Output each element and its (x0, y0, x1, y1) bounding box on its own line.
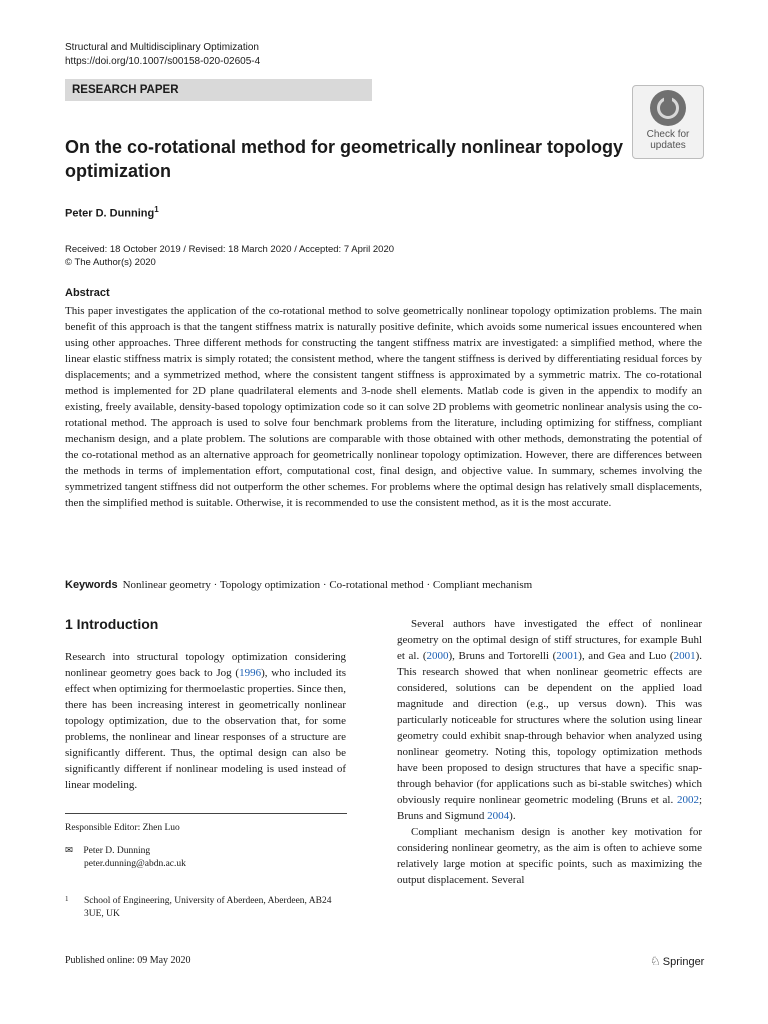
corr-author-email[interactable]: peter.dunning@abdn.ac.uk (84, 859, 186, 869)
paragraph: Several authors have investigated the effect of nonlinear geometry on the optimal design of stiff structures, for example Buhl et al. (2000), Bruns and Tortorelli (2001), and Gea and Luo (2001). This research showed that when nonlinear geometric effects are considered, solutions can be dependent on the applied load magnitude and direction (e.g., up versus down). This was particularly noticeable for structures where the solution using linear geometry could exhibit snap-through behavior when analyzed using nonlinear geometry. Noting this, topology optimization methods have been proposed to design structures that have a specific snap-through behavior (for applications such as bi-stable switches) which obviously require nonlinear geometric modeling (Bruns et al. 2002; Bruns and Sigmund 2004). (397, 618, 702, 822)
crossmark-icon (650, 90, 686, 126)
paragraph: Research into structural topology optimization considering nonlinear geometry goes back to Jog (1996), who included its effect when optimizing for thermoelastic properties. Since then, there has been increasing interest in geometrically nonlinear topology optimization, due to the observation that, for some problems, the nonlinear and linear responses of a structure are significantly different. Thus, the optimal design can also be significantly different if nonlinear modeling is used instead of linear modeling. (65, 651, 346, 791)
corresponding-author (65, 845, 186, 871)
author-affil-sup: 1 (154, 205, 159, 214)
paper-title: On the co-rotational method for geometrically nonlinear topology optimization (65, 137, 624, 181)
keywords-list: Nonlinear geometry · Topology optimization · Co-rotational method · Compliant mechanism (122, 579, 533, 591)
journal-name: Structural and Multidisciplinary Optimization (65, 42, 259, 53)
article-dates (65, 243, 394, 269)
body-column-right (397, 616, 702, 888)
copyright: © The Author(s) 2020 (65, 257, 156, 268)
abstract-text: This paper investigates the application of the co-rotational method to solve geometrically nonlinear topology optimization problems. The main benefit of this approach is that the tangent stiffness matrix is naturally positive definite, which avoids some numerical issues encountered when using other approaches. Three different methods for constructing the tangent stiffness matrix are investigated: a simplified method, where the linear elastic stiffness matrix is simply rotated; the consistent method, where the tangent stiffness is derived by differentiating residual forces by displacements; and a symmetrized method, where the consistent tangent stiffness is approximated by a symmetric matrix. The co-rotational method is implemented for 2D plane quadrilateral elements and 3-node shell elements. Matlab code is given in the appendix to modify an existing, freely available, density-based topology optimization code so it can solve 2D problems with geometric nonlinear analysis using the co-rotational method. The approach is used to solve four benchmark problems from the literature, including optimizing for stiffness, compliant mechanism design, and a plate problem. The solutions are comparable with those obtained with other methods, demonstrating the potential of the co-rotational method as an alternative approach for geometrically nonlinear topology optimization. However, there are differences between the methods in terms of implementation effort, computational cost, final design, and objective value. In summary, schemes involving the symmetrized tangent stiffness did not outperform the other schemes. For problems where the optimal design has relatively small displacements, then the simplified method is suitable. Otherwise, it is recommended to use the consistent method, as it is the most accurate. (65, 305, 702, 509)
keywords (65, 577, 705, 593)
journal-info (65, 41, 260, 69)
affiliation (65, 895, 350, 921)
author-line[interactable] (65, 205, 159, 220)
article-type-banner: RESEARCH PAPER (65, 79, 372, 101)
springer-horse-icon: ♘ (650, 954, 661, 968)
affiliation-text: School of Engineering, University of Aberdeen, Aberdeen, AB24 3UE, UK (84, 896, 332, 919)
envelope-icon: ✉ (65, 846, 73, 856)
citation-link[interactable]: 2000 (426, 650, 449, 662)
author-name: Peter D. Dunning (65, 207, 155, 220)
check-for-updates-button[interactable] (632, 85, 704, 159)
citation-link[interactable]: 2002 (676, 794, 699, 806)
published-date: Published online: 09 May 2020 (65, 955, 191, 966)
citation-link[interactable]: 1996 (239, 667, 262, 679)
doi-link[interactable]: https://doi.org/10.1007/s00158-020-02605-4 (65, 56, 261, 67)
citation-link[interactable]: 2001 (556, 650, 579, 662)
citation-link[interactable]: 2001 (673, 650, 696, 662)
check-updates-line1: Check for (646, 129, 690, 140)
paragraph: Compliant mechanism design is another key motivation for considering nonlinear geometry, as the aim is often to achieve some relatively large motion at specific points, such as maximizing the output displacement. Several (397, 826, 702, 886)
check-updates-line2: updates (650, 140, 686, 151)
abstract-heading: Abstract (65, 287, 110, 299)
body-column-left (65, 649, 346, 793)
corr-author-name: Peter D. Dunning (83, 846, 151, 856)
affiliation-number: 1 (65, 895, 69, 903)
publisher-logo (650, 954, 704, 968)
section-heading-introduction: 1 Introduction (65, 616, 159, 632)
citation-link[interactable]: 2004 (487, 810, 510, 822)
publisher-name: Springer (662, 956, 705, 968)
keywords-heading: Keywords (65, 579, 118, 591)
history-dates: Received: 18 October 2019 / Revised: 18 March 2020 / Accepted: 7 April 2020 (65, 244, 395, 255)
responsible-editor: Responsible Editor: Zhen Luo (65, 823, 180, 833)
footnote-divider (65, 813, 347, 814)
